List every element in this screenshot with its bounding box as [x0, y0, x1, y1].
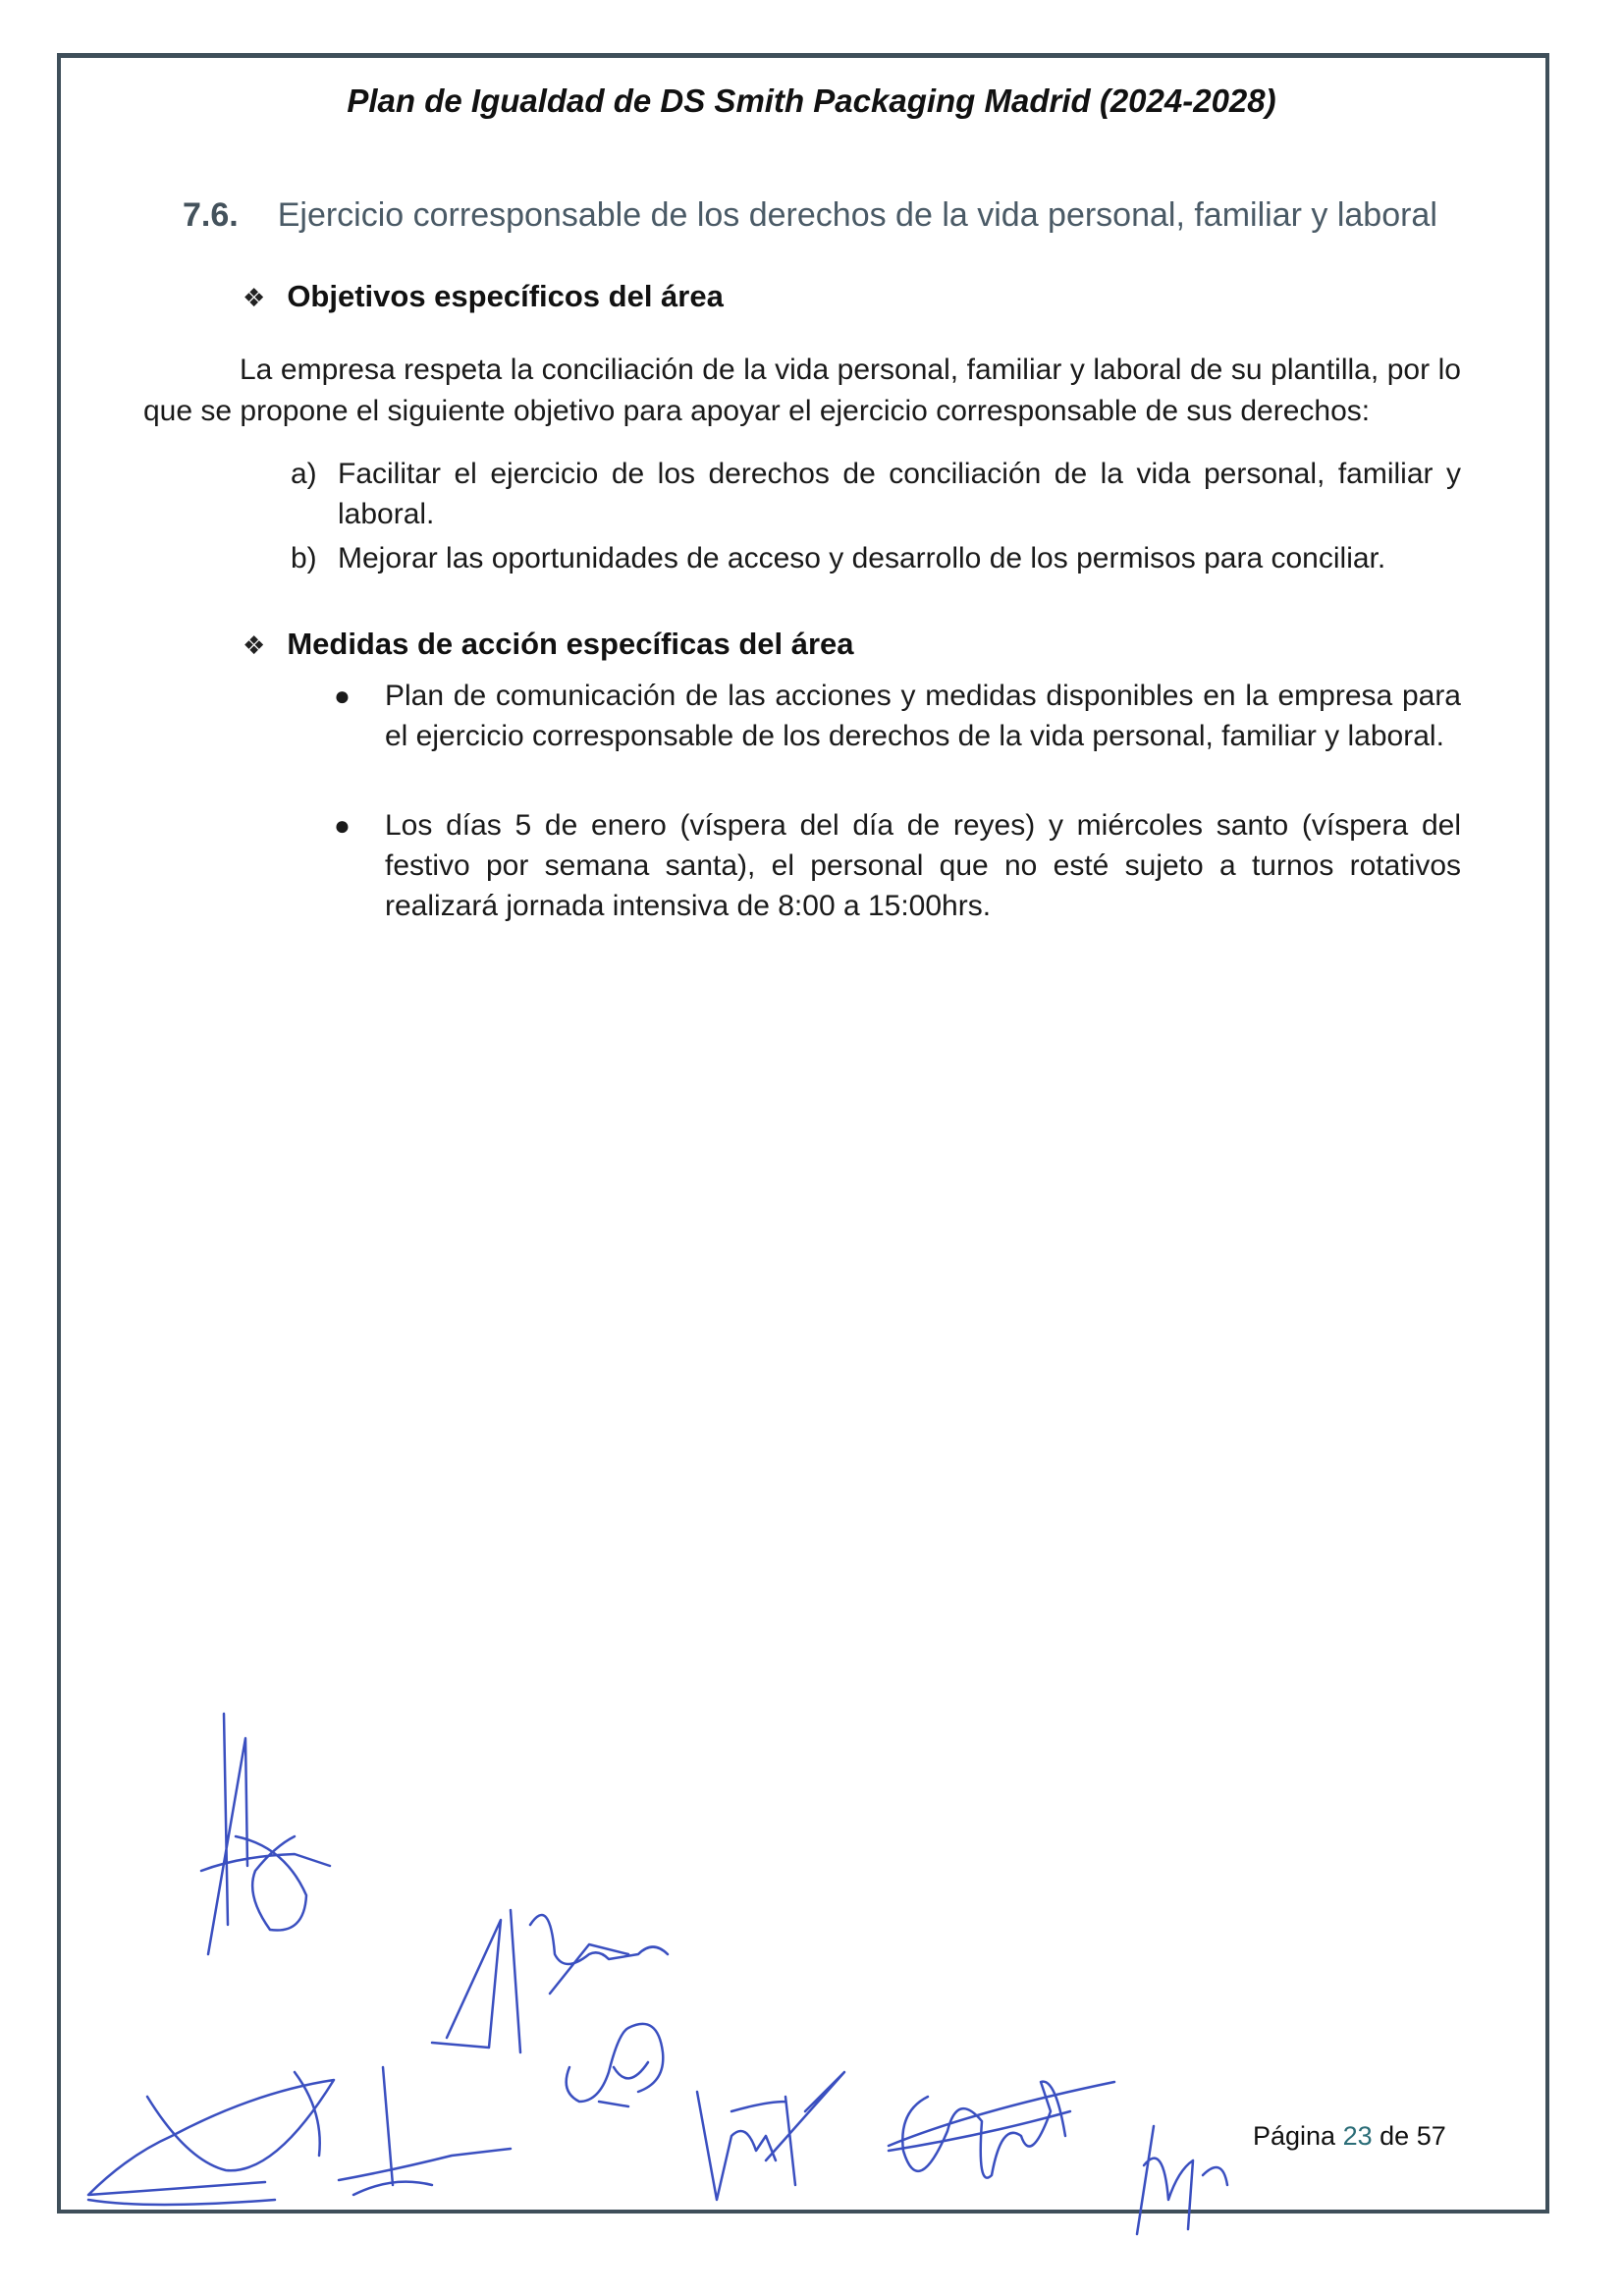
measures-heading-label: Medidas de acción específicas del área: [287, 627, 854, 661]
signature-6: [697, 2072, 844, 2200]
diamond-bullet-icon: ❖: [243, 283, 266, 312]
of-label: de: [1380, 2121, 1410, 2151]
list-item-text: Plan de comunicación de las acciones y medidas disponibles en la empresa para el ejercicio corresponsable de los derechos de la vida personal, familiar y laboral.: [385, 680, 1461, 752]
list-item-text: Los días 5 de enero (víspera del día de reyes) y miércoles santo (víspera del festivo por semana santa), el personal que no esté sujeto a turnos rotativos realizará jornada intensiva de 8:00 a 15:00hrs.: [385, 809, 1461, 922]
signature-8: [1137, 2126, 1227, 2234]
signature-2: [432, 1910, 668, 2052]
objectives-intro-paragraph: La empresa respeta la conciliación de la vida personal, familiar y laboral de su plantilla, por lo que se propone el siguiente objetivo para apoyar el ejercicio corresponsable de sus derechos:: [143, 354, 1461, 427]
bullet-dot-icon: ●: [334, 681, 351, 711]
list-item-marker: b): [291, 542, 317, 574]
signature-7: [889, 2082, 1114, 2178]
section-title: Ejercicio corresponsable de los derechos de la vida personal, familiar y laboral: [277, 196, 1437, 234]
section-number: 7.6.: [183, 196, 239, 234]
list-item-text: Mejorar las oportunidades de acceso y desarrollo de los permisos para conciliar.: [338, 542, 1386, 574]
list-item-marker: a): [291, 458, 317, 490]
document-header-title: Plan de Igualdad de DS Smith Packaging Madrid (2024-2028): [347, 82, 1276, 119]
signature-4: [339, 2067, 511, 2195]
signature-1: [201, 1714, 330, 1954]
signature-3: [88, 2072, 334, 2205]
current-page-number: 23: [1342, 2121, 1373, 2151]
page-label: Página: [1253, 2121, 1336, 2151]
list-item-text: Facilitar el ejercicio de los derechos de conciliación de la vida personal, familiar y laboral.: [338, 458, 1461, 530]
objectives-heading-label: Objetivos específicos del área: [287, 279, 724, 313]
diamond-bullet-icon: ❖: [243, 630, 266, 660]
signature-5: [567, 2024, 664, 2106]
bullet-dot-icon: ●: [334, 810, 351, 841]
page-number-footer: [1253, 2121, 1446, 2152]
total-pages: 57: [1416, 2121, 1446, 2151]
